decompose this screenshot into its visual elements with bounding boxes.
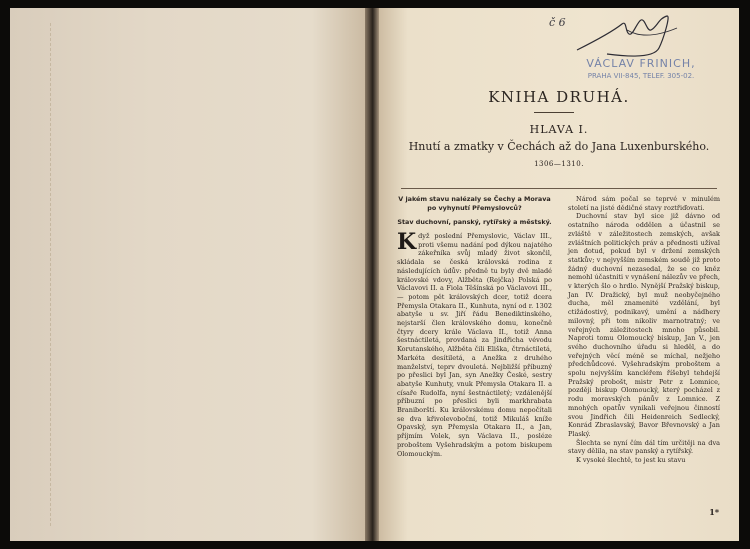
book-title: KNIHA DRUHÁ. [488,88,630,106]
side-heading: V jakém stavu nalézaly se Čechy a Morava po vyhynutí Přemyslovců? [398,195,551,212]
paragraph-text: dyž poslední Přemyslovic, Václav III., proti všemu nadání pod dýkou najatého zákeřníka svůj mladý život skončil, skládala se česká královská rodina z následujících údův: předně tu byly dvě mladé královské vdovy, Alžběta (Rejčka) Polská po Václavovi II. a Fiola Těšínská po Václavovi III., — potom pět královských dcer, totiž dcera Přemysla Otakara II., Kunhuta, nyní od r. 1302 abatyše u sv. Jiří řádu Benediktinského, nejstarší člen královského domu, konečně čtyry dcery krále Václava II., totiž Anna šestnáctiletá, provdaná za Jindřicha vévodu Korutanského, Alžběta čili Eliška, čtrnáctiletá, Markéta desítiletá, a Anežka z druhého manželství, teprv dvouletá. Nejbližší příbuzný po přeslici byl Jan, syn Anežky České, sestry abatyše Kunhuty, vnuk Přemysla Otakara II. a císaře Rudolfa, nyní šestnáctiletý; vzdálenější příbuzní po přeslici byli markhrabata Braniborští. Ku královskému domu nepočítali se dva křivolevoboční, totiž Mikuláš kníže Opavský, syn Přemysla Otakara II., a Jan, příjmím Volek, syn Václava II., posléze proboštem Vyšehradským a potom biskupem Olomouckým. [397,232,552,458]
paragraph: Šlechta se nyní čím dál tím určitěji na dva stavy dělila, na stav panský a rytířský. [568,438,720,456]
paragraph: K vysoké šlechtě, to jest ku stavu [576,456,686,465]
stamp-name: VÁCLAV FRINICH, [586,57,696,70]
page-number: 1* [709,507,719,517]
book-spine [365,8,379,541]
stamp-address: PRAHA VII-845, TELEF. 305-02. [587,72,695,80]
left-blank-page [10,8,365,541]
margin-note: č 6 [549,16,566,29]
side-subheading: Stav duchovní, panský, rytířský a městský. [397,218,552,226]
chapter-dates: 1306—1310. [534,160,584,168]
owner-stamp [571,58,711,82]
section-rule [401,188,717,189]
paragraph: Duchovní stav byl sice již dávno od ostatního národa oddělen a účastnil se zvláště v záležitostech zemských, avšak zvláštních politických práv a přednosti užíval jen dotud, pokud byl v držení zemských statkův; v nejvyšším zemském soudě již proto žádný duchovní nezasedal, že se co kněz nemohl účastniti v vynášení nálezův ve přech, v kterých šlo o hrdlo. Nynější Pražský biskup, Jan IV. Dražický, byl muž neobyčejného ducha, měl znamenité vzdělání, byl ctižádostivý, podnikavý, umění a nádhery milovný, při tom nikoliv marnotratný; ve veřejných záležitostech mnoho působil. Naproti tomu Olomoucký biskup, Jan V., jen svého duchovního úřadu si hleděl, a do veřejných věcí méně se míchal, nežjeho předchůdcové. Vyšehradským proboštem a spolu nejvyšším kancléřem říšebyl tehdejší Pražský probošt, mistr Petr z Lomnice, později biskup Olomoucký, který pocházel z rodu moravských pánův z Lomnice. Z mnohých opatův vynikali veřejnou činností svou Jindřich čili Heidenreich Sedlecký, Konrád Zbraslavský, Bavor Břevnovský a Jan Plaský. [568,212,720,438]
chapter-title: Hnutí a zmatky v Čechách až do Jana Luxenburského. [408,140,710,153]
chapter-label: HLAVA I. [529,123,589,136]
paragraph [397,229,552,458]
drop-cap: K [397,229,417,255]
text-column-left [397,195,552,458]
handwritten-signature [567,10,687,62]
title-rule [534,112,574,113]
right-text-page [379,8,739,541]
page-crease [50,23,55,526]
text-column-right [568,195,720,465]
paragraph: Národ sám počal se teprvé v minulém století na jisté dědičné stavy roztřiďovati. [568,195,720,212]
